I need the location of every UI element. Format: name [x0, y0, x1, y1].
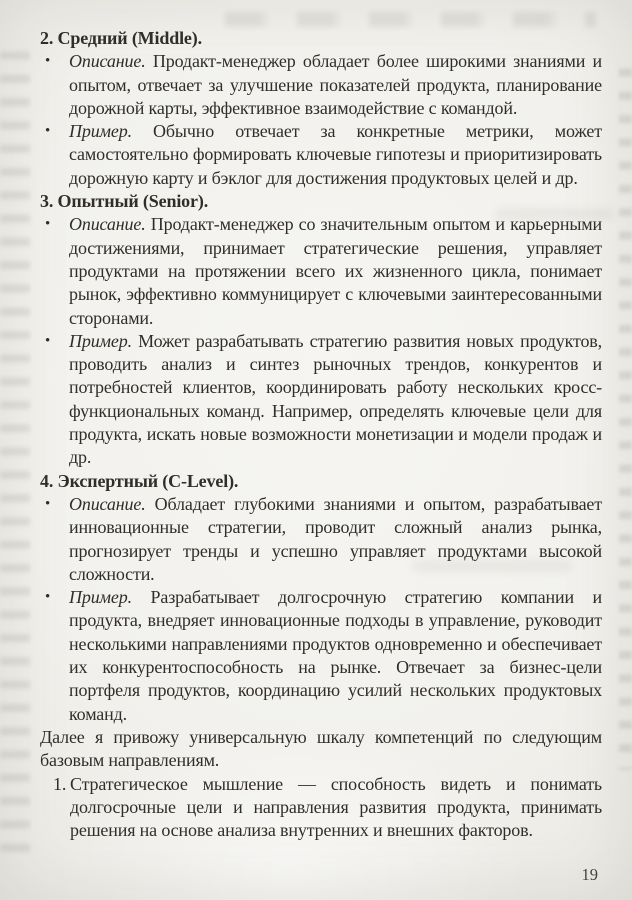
bullet-body — [69, 50, 602, 120]
bullet-body — [69, 586, 602, 726]
bullet-body — [69, 120, 602, 190]
bullet-icon: • — [45, 216, 51, 233]
bullet-body — [69, 493, 602, 586]
bullet-text: Продакт-менеджер со значительным опытом и карьерными достижениями, принимает стратегические решения, управляет продуктами на протяжении всего их жизненного цикла, понимает рынок, эффективно коммуницирует с ключевыми заинтересованными сторонами. — [69, 214, 603, 328]
bullet-icon: • — [45, 495, 51, 512]
bullet-lead: Пример. — [69, 121, 132, 142]
bullet-body — [69, 213, 602, 329]
bullet-text: Разрабатывает долгосрочную стратегию компании и продукта, внедряет инновационные подходы в управление, руководит несколькими направлениями продуктов одновременно и обеспечивает их конкурентоспособность на рынке. Отвечает за бизнес-цели портфеля продуктов, координацию усилий нескольких продуктовых команд. — [69, 587, 602, 724]
bullet-lead: Пример. — [69, 330, 132, 351]
bullet-item-example — [40, 586, 602, 726]
bullet-text: Продакт-менеджер обладает более широкими знаниями и опытом, отвечает за улучшение показателей продукта, планирование дорожной карты, эффективное взаимодействие с командой. — [69, 51, 602, 118]
list-number: 1. — [53, 773, 67, 794]
bleedthrough-top-margin — [225, 12, 596, 27]
bullet-icon: • — [45, 123, 51, 140]
bullet-icon: • — [45, 332, 51, 349]
bullet-lead: Описание. — [69, 493, 146, 514]
bullet-lead: Описание. — [69, 214, 146, 235]
level-heading-senior: 3. Опытный (Senior). — [40, 191, 209, 212]
numbered-item-strategic-thinking — [53, 773, 602, 843]
bullet-icon: • — [45, 589, 51, 606]
page-text-block — [40, 27, 602, 842]
bullet-text: Обладает глубокими знаниями и опытом, разрабатывает инновационные стратегии, проводит сложный анализ рынка, прогнозирует тренды и успешно управляет продуктами высокой сложности. — [69, 493, 602, 584]
bleedthrough-right-margin — [619, 60, 632, 770]
bullet-item-description — [40, 50, 602, 120]
bullet-item-example — [40, 120, 602, 190]
bullet-icon: • — [45, 53, 51, 70]
list-text: Стратегическое мышление — способность видеть и понимать долгосрочные цели и направления развития продукта, принимать решения на основе анализа внутренних и внешних факторов. — [70, 773, 602, 841]
level-heading-middle: 2. Средний (Middle). — [40, 28, 202, 48]
bullet-lead: Пример. — [69, 587, 132, 608]
bullet-item-description — [40, 213, 602, 329]
bullet-item-example — [40, 330, 602, 470]
bullet-item-description — [40, 493, 602, 586]
intro-paragraph: Далее я привожу универсальную шкалу компетенций по следующим базовым направлениям. — [40, 726, 602, 771]
bleedthrough-left-margin — [0, 44, 30, 860]
bullet-lead: Описание. — [69, 51, 146, 72]
level-heading-clevel: 4. Экспертный (C-Level). — [40, 470, 239, 491]
bullet-text: Может разрабатывать стратегию развития новых продуктов, проводить анализ и синтез рыночных трендов, конкурентов и потребностей клиентов, координировать работу нескольких кросс-функциональных команд. Например, определять ключевые цели для продукта, искать новые возможности монетизации и модели продаж и др. — [69, 330, 602, 468]
bullet-text: Обычно отвечает за конкретные метрики, может самостоятельно формировать ключевые гипотезы и приоритизировать дорожную карту и бэклог для достижения продуктовых целей и др. — [69, 121, 602, 188]
bullet-body — [69, 330, 602, 470]
page-number: 19 — [581, 865, 598, 884]
